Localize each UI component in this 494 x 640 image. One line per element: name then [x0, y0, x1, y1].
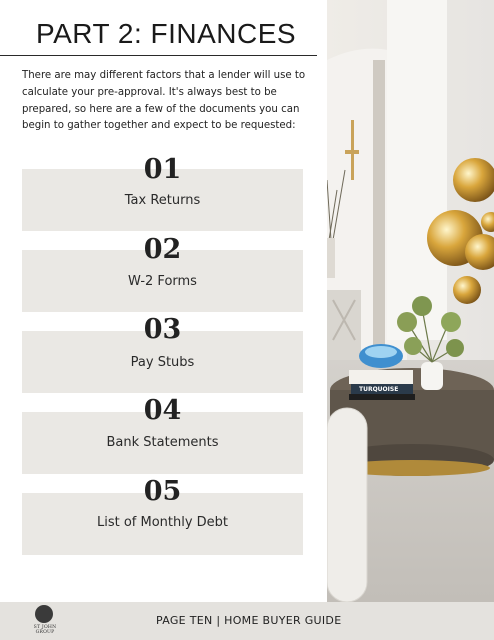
interior-photo	[327, 0, 494, 602]
document-number: 05	[143, 476, 182, 507]
document-label: Bank Statements	[106, 435, 219, 450]
document-label: List of Monthly Debt	[96, 515, 229, 530]
document-number: 03	[143, 314, 182, 345]
document-number: 04	[143, 395, 182, 426]
logo-text: ST JOHN GROUP	[33, 625, 57, 635]
title-divider	[0, 55, 317, 56]
intro-paragraph: There are may different factors that a lender will use to calculate your pre-approval. It's always best to be prepared, so here are a few of the documents you can begin to gather together and expect to be requested:	[22, 70, 306, 132]
document-label: Pay Stubs	[130, 355, 195, 370]
document-label: Tax Returns	[124, 193, 201, 208]
brand-logo	[24, 605, 66, 637]
logo-seal-icon	[35, 605, 53, 623]
document-number: 02	[143, 234, 182, 265]
page-label: PAGE TEN | HOME BUYER GUIDE	[156, 614, 342, 627]
book-spine-text: TURQUOISE	[359, 386, 399, 393]
document-label: W-2 Forms	[128, 274, 197, 289]
page-title: PART 2: FINANCES	[36, 18, 297, 49]
document-number: 01	[143, 154, 182, 185]
